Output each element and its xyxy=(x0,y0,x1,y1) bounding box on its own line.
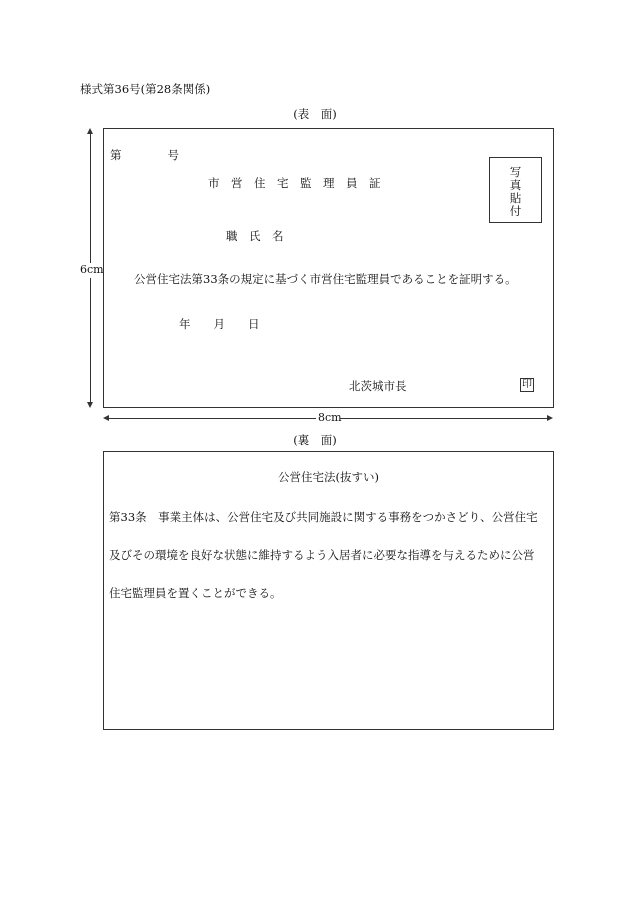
back-heading: 公営住宅法(抜すい) xyxy=(278,470,379,484)
height-label: 6cm xyxy=(80,263,104,276)
photo-box xyxy=(489,157,542,223)
name-line: 職 氏 名 xyxy=(226,229,284,243)
arrow-right-icon xyxy=(547,415,553,421)
card-title: 市 営 住 宅 監 理 員 証 xyxy=(208,176,381,190)
width-line-left xyxy=(109,418,316,419)
photo-char-1: 写 xyxy=(509,165,522,179)
height-line-top xyxy=(90,133,91,263)
height-line-bottom xyxy=(90,278,91,402)
arrow-down-icon xyxy=(87,402,93,408)
front-label: (表 面) xyxy=(293,107,337,121)
width-label: 8cm xyxy=(318,411,342,424)
photo-char-4: 付 xyxy=(509,204,522,218)
seal-mark: 印 xyxy=(522,379,532,390)
issuer: 北茨城市長 xyxy=(349,379,407,393)
law-text-line-1: 第33条 事業主体は、公営住宅及び共同施設に関する事務をつかさどり、公営住宅 xyxy=(109,510,538,524)
back-label: (裏 面) xyxy=(293,433,337,447)
width-line-right xyxy=(340,418,547,419)
law-text-line-2: 及びその環境を良好な状態に維持するよう入居者に必要な指導を与えるために公営 xyxy=(109,548,535,562)
law-text-line-3: 住宅監理員を置くことができる。 xyxy=(109,586,282,600)
back-card xyxy=(103,451,554,730)
date-line: 年 月 日 xyxy=(179,317,260,331)
statement: 公営住宅法第33条の規定に基づく市営住宅監理員であることを証明する。 xyxy=(134,272,517,286)
front-card xyxy=(103,128,554,408)
number-line: 第 号 xyxy=(110,148,179,162)
photo-char-2: 真 xyxy=(509,178,522,192)
photo-char-3: 貼 xyxy=(509,191,522,205)
form-title: 様式第36号(第28条関係) xyxy=(80,82,211,96)
